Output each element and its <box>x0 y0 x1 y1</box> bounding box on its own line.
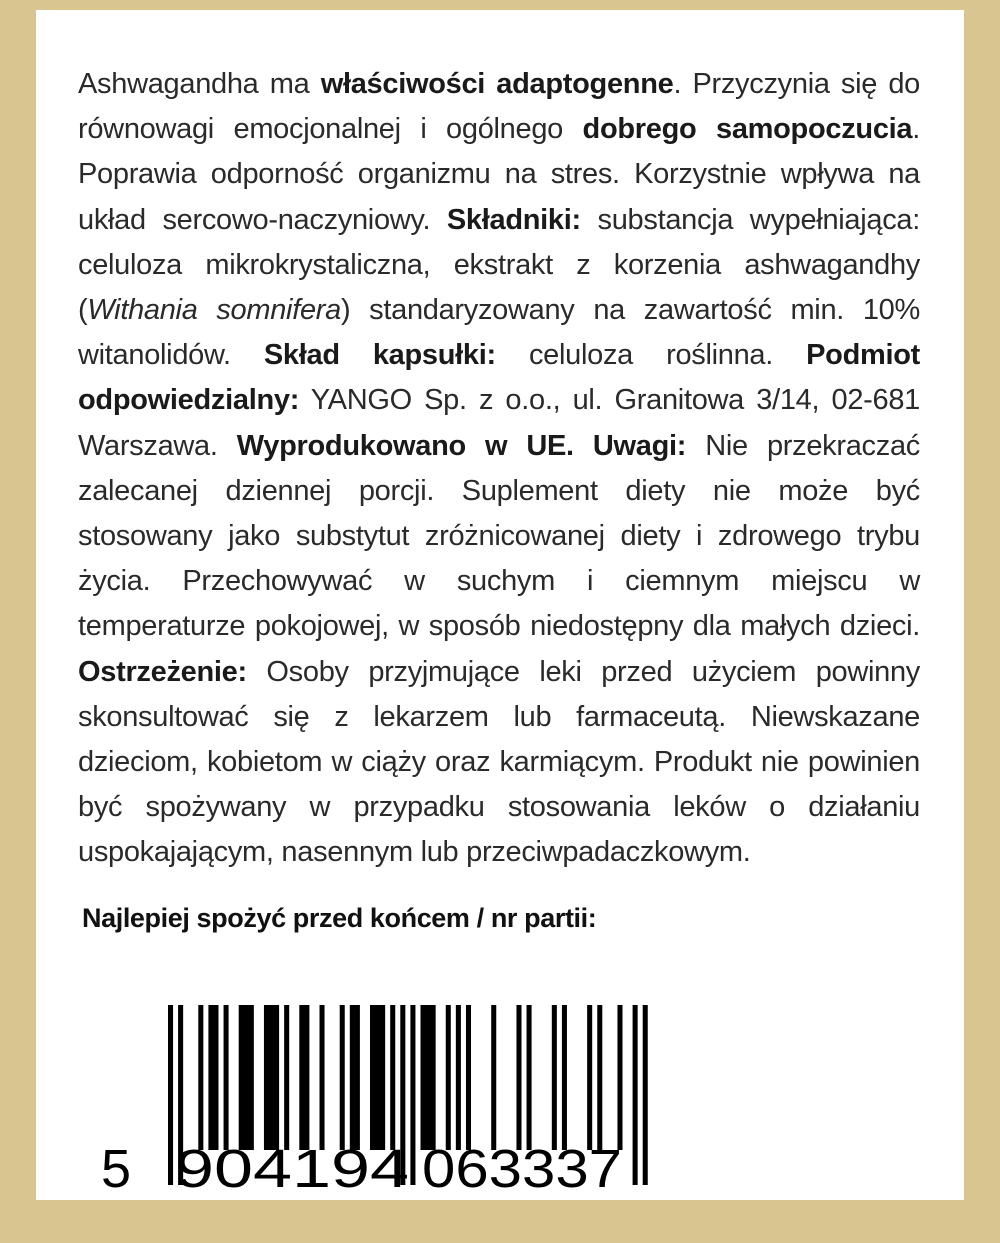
text-run: Wyprodukowano w UE. Uwagi: <box>236 429 687 462</box>
product-description <box>78 62 920 876</box>
barcode-bar <box>299 1005 309 1150</box>
text-run: Withania somnifera <box>87 294 341 327</box>
barcode-bar <box>370 1005 385 1150</box>
text-run: Ashwagandha ma <box>78 68 321 100</box>
barcode-bar <box>617 1005 622 1150</box>
text-run: Ostrzeżenie: <box>78 655 247 688</box>
barcode-bar <box>516 1005 521 1150</box>
barcode-lead-digit: 5 <box>100 1139 132 1195</box>
text-run: właściwości adaptogenne <box>320 68 674 100</box>
barcode-guard-bar <box>168 1005 173 1185</box>
barcode-bar <box>340 1005 345 1150</box>
barcode-guard-bar <box>633 1005 638 1185</box>
barcode-graphic <box>72 995 652 1195</box>
label-panel <box>36 10 964 1200</box>
barcode-bar <box>552 1005 557 1150</box>
text-run: Podmiot odpowiedzialny: <box>78 339 920 417</box>
barcode-bar <box>597 1005 602 1150</box>
barcode-bar <box>446 1005 451 1150</box>
best-before-label: Najlepiej spożyć przed końcem / nr partii: <box>82 903 597 933</box>
text-run: . Poprawia odporność organizmu na stres. Korzystnie wpływa na układ sercowo-naczyniowy. <box>78 113 921 236</box>
barcode-guard-bar <box>643 1005 648 1185</box>
barcode-bar <box>320 1005 325 1150</box>
text-run: dobrego samopoczucia <box>582 113 913 146</box>
text-run: ) standaryzowany na zawartość min. 10% witanolidów. <box>78 294 920 372</box>
barcode-bar <box>587 1005 592 1150</box>
text-run: substancja wypełniająca: celuloza mikrokrystaliczna, ekstrakt z korzenia ashwagandhy ( <box>78 203 921 327</box>
barcode-bar <box>284 1005 289 1150</box>
ean-barcode <box>72 995 652 1195</box>
text-run: . Przyczynia się do równowagi emocjonalnej i ogólnego <box>78 68 920 146</box>
text-run: Osoby przyjmujące leki przed użyciem powinny skonsultować się z lekarzem lub farmaceutą. Niewskazane dzieciom, kobietom w ciąży oraz karmiącym. Produkt nie powinien być spożywany w przypadku stosowania leków o działaniu uspokajającym, nasennym lub przeciwpadaczkowym. <box>78 655 920 869</box>
barcode-left-group: 904194 <box>175 1139 409 1195</box>
frame-bottom-band <box>0 1200 1000 1243</box>
barcode-bar <box>466 1005 471 1150</box>
barcode-bar <box>456 1005 461 1150</box>
barcode-bar <box>264 1005 279 1150</box>
barcode-bar <box>562 1005 567 1150</box>
barcode-bar <box>239 1005 254 1150</box>
barcode-guard-bar <box>410 1005 415 1185</box>
barcode-bar <box>527 1005 532 1150</box>
barcode-bar <box>350 1005 360 1150</box>
text-run: Składniki: <box>446 203 581 236</box>
text-run: Skład kapsułki: <box>263 339 496 372</box>
barcode-bar <box>198 1005 203 1150</box>
text-run: YANGO Sp. z o.o., ul. Granitowa 3/14, 02-681 Warszawa. <box>78 384 920 462</box>
text-run: celuloza roślinna. <box>495 339 807 372</box>
barcode-bar <box>390 1005 395 1150</box>
barcode-bar <box>224 1005 229 1150</box>
barcode-bar <box>208 1005 218 1150</box>
barcode-bar <box>491 1005 496 1150</box>
text-run: Nie przekraczać zalecanej dziennej porcji. Suplement diety nie może być stosowany jako substytut zróżnicowanej diety i zdrowego trybu życia. Przechowywać w suchym i ciemnym miejscu w temperaturze pokojowej, w sposób niedostępny dla małych dzieci. <box>78 429 920 643</box>
barcode-bar <box>421 1005 436 1150</box>
barcode-right-group: 063337 <box>422 1139 622 1195</box>
